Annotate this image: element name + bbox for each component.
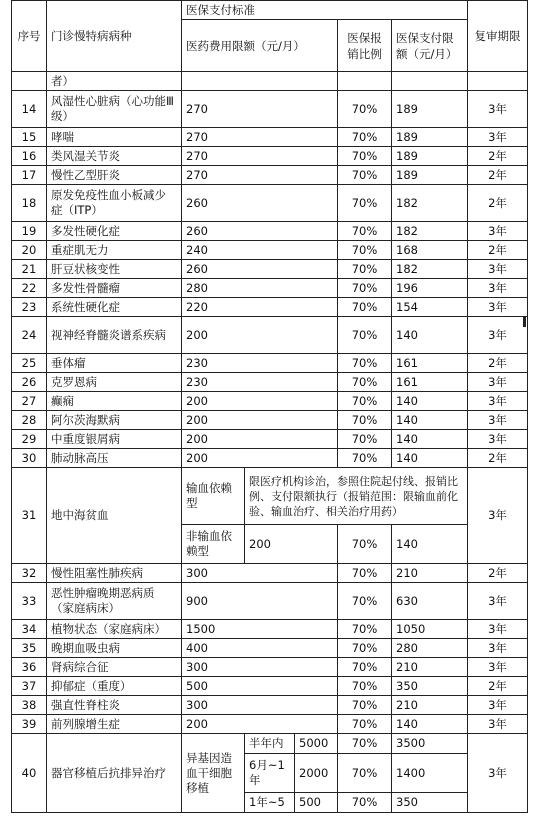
review-period: 3年 — [468, 696, 528, 715]
review-period: 3年 — [468, 620, 528, 639]
review-period: 3年 — [468, 468, 528, 564]
cost-limit: 300 — [182, 564, 338, 583]
pay-limit: 140 — [392, 715, 468, 734]
cost-limit: 230 — [182, 354, 338, 373]
reimburse-ratio: 70% — [338, 449, 392, 468]
row-number: 15 — [12, 128, 47, 147]
cost-limit: 240 — [182, 241, 338, 260]
row-number: 24 — [12, 317, 47, 354]
period-label: 1年~5 — [245, 793, 295, 813]
table-row — [12, 734, 528, 754]
cost-limit: 200 — [182, 317, 338, 354]
disease-name: 哮喘 — [47, 128, 182, 147]
row-number: 14 — [12, 91, 47, 128]
table-row — [12, 354, 528, 373]
page-edge-mark — [523, 316, 526, 327]
reimburse-ratio: 70% — [338, 166, 392, 185]
pay-limit: 280 — [392, 639, 468, 658]
row-number: 27 — [12, 392, 47, 411]
reimburse-ratio: 70% — [338, 185, 392, 222]
disease-name: 强直性脊柱炎 — [47, 696, 182, 715]
disease-name: 阿尔茨海默病 — [47, 411, 182, 430]
table-row — [12, 128, 528, 147]
row-number: 25 — [12, 354, 47, 373]
pay-limit: 161 — [392, 373, 468, 392]
cost-limit: 200 — [245, 525, 338, 564]
cost-limit: 1500 — [182, 620, 338, 639]
row-number: 35 — [12, 639, 47, 658]
disease-name: 重症肌无力 — [47, 241, 182, 260]
table-row — [12, 677, 528, 696]
table-row — [12, 411, 528, 430]
row-number: 36 — [12, 658, 47, 677]
table-row — [12, 147, 528, 166]
reimburse-ratio: 70% — [338, 147, 392, 166]
table-row — [12, 392, 528, 411]
cost-limit: 200 — [182, 715, 338, 734]
disease-name: 晚期血吸虫病 — [47, 639, 182, 658]
disease-name: 前列腺增生症 — [47, 715, 182, 734]
cost-limit: 270 — [182, 147, 338, 166]
table-row — [12, 449, 528, 468]
pay-limit: 3500 — [392, 734, 468, 754]
pay-limit: 1400 — [392, 754, 468, 793]
reimburse-ratio: 70% — [338, 583, 392, 620]
table-row — [12, 639, 528, 658]
disease-name: 类风湿关节炎 — [47, 147, 182, 166]
header-review: 复审期限 — [468, 1, 528, 72]
pay-limit: 140 — [392, 430, 468, 449]
disease-name: 多发性硬化症 — [47, 222, 182, 241]
pay-limit: 140 — [392, 317, 468, 354]
review-period: 3年 — [468, 411, 528, 430]
carry-review — [468, 72, 528, 91]
review-period: 3年 — [468, 317, 528, 354]
review-period: 3年 — [468, 91, 528, 128]
disease-name: 中重度银屑病 — [47, 430, 182, 449]
row-number: 21 — [12, 260, 47, 279]
disease-name: 癫痫 — [47, 392, 182, 411]
reimburse-ratio: 70% — [338, 298, 392, 317]
table-row — [12, 696, 528, 715]
disease-name: 垂体瘤 — [47, 354, 182, 373]
cost-limit: 270 — [182, 91, 338, 128]
table-row — [12, 279, 528, 298]
reimburse-ratio: 70% — [338, 128, 392, 147]
cost-limit: 260 — [182, 185, 338, 222]
reimburse-ratio: 70% — [338, 317, 392, 354]
pay-limit: 154 — [392, 298, 468, 317]
row-number: 39 — [12, 715, 47, 734]
table-row — [12, 620, 528, 639]
row-number: 28 — [12, 411, 47, 430]
disease-name: 风湿性心脏病（心功能Ⅲ级） — [47, 91, 182, 128]
review-period: 2年 — [468, 185, 528, 222]
table-row — [12, 241, 528, 260]
cost-limit: 260 — [182, 260, 338, 279]
review-period: 3年 — [468, 430, 528, 449]
review-period: 3年 — [468, 298, 528, 317]
reimburse-ratio: 70% — [338, 241, 392, 260]
review-period: 2年 — [468, 166, 528, 185]
table-row — [12, 222, 528, 241]
pay-limit: 1050 — [392, 620, 468, 639]
cost-limit: 200 — [182, 430, 338, 449]
cost-limit: 200 — [182, 449, 338, 468]
reimburse-ratio: 70% — [338, 279, 392, 298]
header-disease: 门诊慢特病病种 — [47, 1, 182, 72]
cost-limit: 2000 — [295, 754, 338, 793]
reimburse-ratio: 70% — [338, 696, 392, 715]
row-number: 33 — [12, 583, 47, 620]
row-number: 40 — [12, 734, 47, 813]
disease-name: 肺动脉高压 — [47, 449, 182, 468]
disease-name: 地中海贫血 — [47, 468, 182, 564]
pay-limit: 189 — [392, 147, 468, 166]
table-row — [12, 715, 528, 734]
reimburse-ratio: 70% — [338, 754, 392, 793]
header-seq: 序号 — [12, 1, 47, 72]
row-number: 32 — [12, 564, 47, 583]
review-period: 3年 — [468, 715, 528, 734]
carry-over-text: 者） — [47, 72, 182, 91]
quota-table — [11, 0, 528, 813]
review-period: 2年 — [468, 564, 528, 583]
reimburse-ratio: 70% — [338, 260, 392, 279]
row-number: 16 — [12, 147, 47, 166]
row-number: 34 — [12, 620, 47, 639]
subtype-label: 输血依赖型 — [182, 468, 245, 525]
table-row — [12, 564, 528, 583]
disease-name: 肝豆状核变性 — [47, 260, 182, 279]
cost-limit: 400 — [182, 639, 338, 658]
review-period: 3年 — [468, 583, 528, 620]
cost-limit: 220 — [182, 298, 338, 317]
pay-limit: 182 — [392, 222, 468, 241]
reimburse-ratio: 70% — [338, 373, 392, 392]
pay-limit: 161 — [392, 354, 468, 373]
review-period: 3年 — [468, 734, 528, 813]
reimburse-ratio: 70% — [338, 411, 392, 430]
table-row — [12, 317, 528, 354]
header-limit: 医药费用限额（元/月） — [182, 20, 338, 72]
disease-name: 植物状态（家庭病床） — [47, 620, 182, 639]
row-number: 31 — [12, 468, 47, 564]
row-number: 23 — [12, 298, 47, 317]
reimburse-ratio: 70% — [338, 564, 392, 583]
disease-name: 慢性乙型肝炎 — [47, 166, 182, 185]
cost-limit: 900 — [182, 583, 338, 620]
reimburse-ratio: 70% — [338, 793, 392, 813]
carry-limit — [182, 72, 338, 91]
subtype-note: 限医疗机构诊治，参照住院起付线、报销比例、支付限额执行（报销范围：限输血前化验、输血治疗、相关治疗用药） — [245, 468, 468, 525]
pay-limit: 182 — [392, 185, 468, 222]
row-number: 26 — [12, 373, 47, 392]
reimburse-ratio: 70% — [338, 639, 392, 658]
table-row — [12, 91, 528, 128]
reimburse-ratio: 70% — [338, 734, 392, 754]
reimburse-ratio: 70% — [338, 677, 392, 696]
cost-limit: 5000 — [295, 734, 338, 754]
disease-name: 多发性骨髓瘤 — [47, 279, 182, 298]
cost-limit: 500 — [182, 677, 338, 696]
review-period: 3年 — [468, 279, 528, 298]
period-label: 6月~1年 — [245, 754, 295, 793]
review-period: 3年 — [468, 392, 528, 411]
reimburse-ratio: 70% — [338, 354, 392, 373]
review-period: 3年 — [468, 128, 528, 147]
row-number: 22 — [12, 279, 47, 298]
cost-limit: 260 — [182, 222, 338, 241]
cost-limit: 200 — [182, 392, 338, 411]
row-number: 37 — [12, 677, 47, 696]
pay-limit: 210 — [392, 696, 468, 715]
cost-limit: 230 — [182, 373, 338, 392]
reimburse-ratio: 70% — [338, 430, 392, 449]
table-row — [12, 185, 528, 222]
cost-limit: 270 — [182, 128, 338, 147]
pay-limit: 140 — [392, 449, 468, 468]
cost-limit: 500 — [295, 793, 338, 813]
cost-limit: 200 — [182, 411, 338, 430]
pay-limit: 210 — [392, 658, 468, 677]
carry-pay — [392, 72, 468, 91]
review-period: 2年 — [468, 449, 528, 468]
disease-name: 肾病综合征 — [47, 658, 182, 677]
table-row — [12, 583, 528, 620]
reimburse-ratio: 70% — [338, 222, 392, 241]
table-row — [12, 260, 528, 279]
review-period: 3年 — [468, 260, 528, 279]
pay-limit: 140 — [392, 525, 468, 564]
disease-name: 克罗恩病 — [47, 373, 182, 392]
disease-name: 视神经脊髓炎谱系疾病 — [47, 317, 182, 354]
review-period: 2年 — [468, 677, 528, 696]
disease-name: 系统性硬化症 — [47, 298, 182, 317]
row-number: 19 — [12, 222, 47, 241]
reimburse-ratio: 70% — [338, 715, 392, 734]
table-row — [12, 430, 528, 449]
carry-ratio — [338, 72, 392, 91]
cost-limit: 280 — [182, 279, 338, 298]
row-number: 30 — [12, 449, 47, 468]
period-label: 半年内 — [245, 734, 295, 754]
review-period: 3年 — [468, 373, 528, 392]
disease-name: 原发免疫性血小板减少症（ITP） — [47, 185, 182, 222]
pay-limit: 140 — [392, 392, 468, 411]
review-period: 3年 — [468, 639, 528, 658]
pay-limit: 196 — [392, 279, 468, 298]
pay-limit: 350 — [392, 793, 468, 813]
review-period: 2年 — [468, 241, 528, 260]
header-ratio: 医保报销比例 — [338, 20, 392, 72]
review-period: 3年 — [468, 658, 528, 677]
disease-name: 器官移植后抗排异治疗 — [47, 734, 182, 813]
disease-name: 慢性阻塞性肺疾病 — [47, 564, 182, 583]
row-number: 17 — [12, 166, 47, 185]
table-row — [12, 298, 528, 317]
disease-name: 恶性肿瘤晚期恶病质（家庭病床） — [47, 583, 182, 620]
pay-limit: 210 — [392, 564, 468, 583]
pay-limit: 189 — [392, 91, 468, 128]
reimburse-ratio: 70% — [338, 392, 392, 411]
pay-limit: 168 — [392, 241, 468, 260]
pay-limit: 189 — [392, 128, 468, 147]
table-row — [12, 166, 528, 185]
cost-limit: 300 — [182, 658, 338, 677]
pay-limit: 189 — [392, 166, 468, 185]
reimburse-ratio: 70% — [338, 525, 392, 564]
pay-limit: 182 — [392, 260, 468, 279]
row-number: 38 — [12, 696, 47, 715]
header-pay: 医保支付限额（元/月） — [392, 20, 468, 72]
transplant-group: 异基因造血干细胞移植 — [182, 734, 245, 813]
review-period: 2年 — [468, 147, 528, 166]
reimburse-ratio: 70% — [338, 91, 392, 128]
pay-limit: 350 — [392, 677, 468, 696]
review-period: 2年 — [468, 354, 528, 373]
review-period: 3年 — [468, 222, 528, 241]
reimburse-ratio: 70% — [338, 620, 392, 639]
pay-limit: 630 — [392, 583, 468, 620]
disease-name: 抑郁症（重度） — [47, 677, 182, 696]
cost-limit: 300 — [182, 696, 338, 715]
reimburse-ratio: 70% — [338, 658, 392, 677]
table-row — [12, 658, 528, 677]
header-standard: 医保支付标准 — [182, 1, 468, 20]
table-row — [12, 468, 528, 525]
table-row — [12, 373, 528, 392]
row-number: 18 — [12, 185, 47, 222]
cost-limit: 270 — [182, 166, 338, 185]
row-number: 20 — [12, 241, 47, 260]
pay-limit: 140 — [392, 411, 468, 430]
carry-seq — [12, 72, 47, 91]
subtype-label: 非输血依赖型 — [182, 525, 245, 564]
row-number: 29 — [12, 430, 47, 449]
